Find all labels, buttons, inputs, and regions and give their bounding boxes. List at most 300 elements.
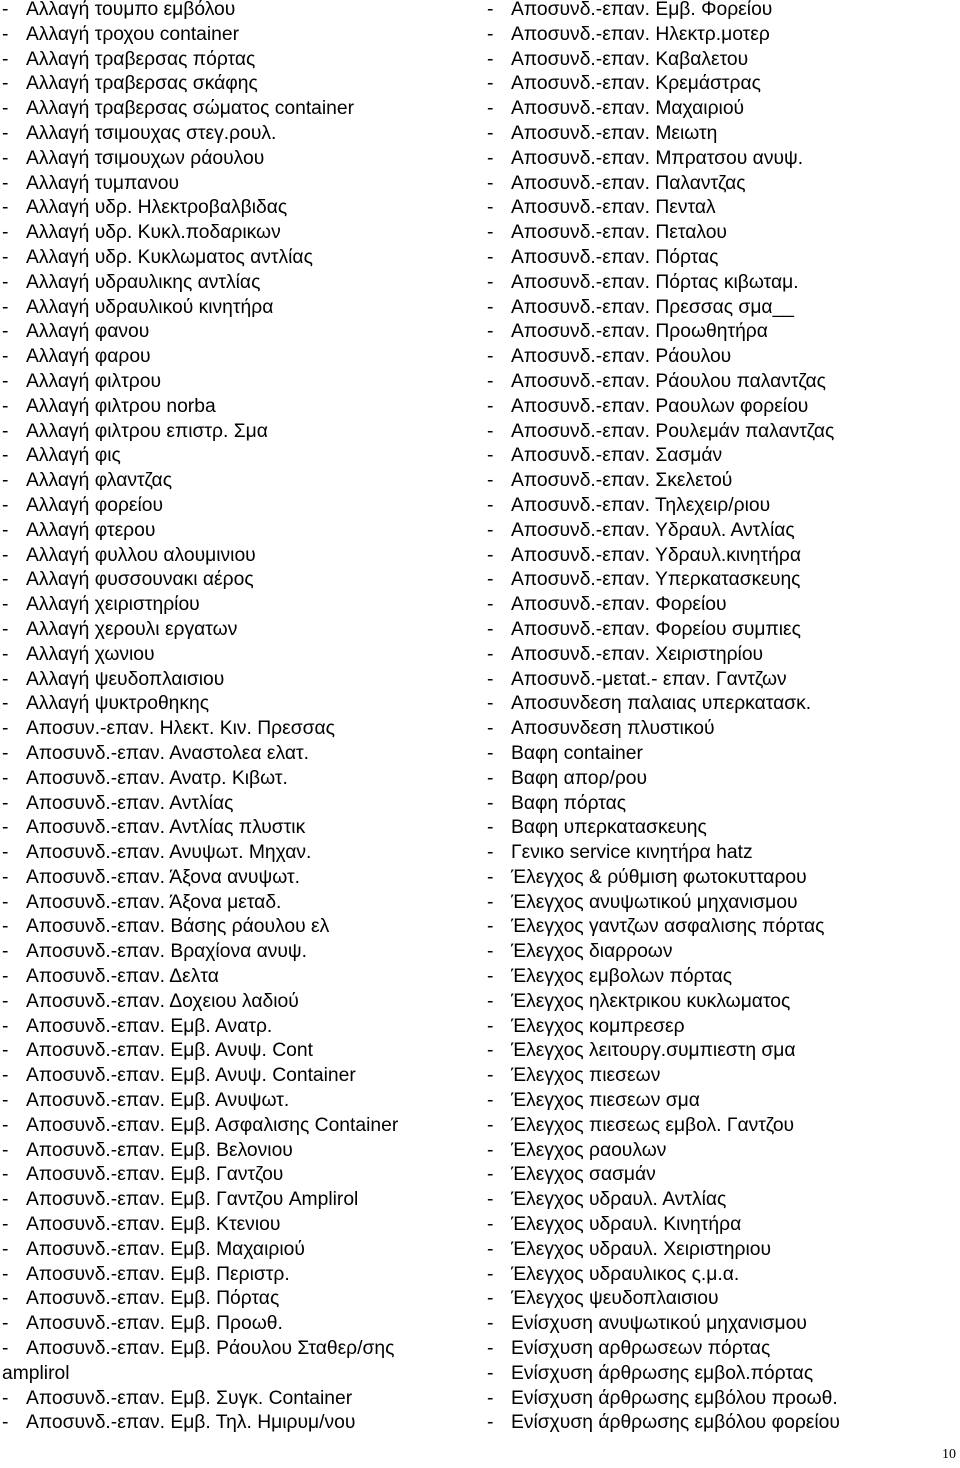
list-item-label: Αλλαγή υδραυλικού κινητήρα (26, 296, 274, 318)
list-item-label: Αλλαγή τσιμουχων ράουλου (26, 147, 265, 169)
list-item (487, 792, 957, 817)
list-item-label: Αποσυνδ.-επαν. Υδραυλ.κινητήρα (511, 544, 801, 566)
list-item-label: Αποσυν.-επαν. Ηλεκτ. Κιν. Πρεσσας (26, 718, 335, 740)
list-dash: - (2, 1164, 9, 1186)
list-item (487, 1139, 957, 1164)
list-item-label: Αποσυνδ.-επαν. Προωθητήρα (511, 321, 768, 343)
list-item (487, 147, 957, 172)
list-item (487, 296, 957, 321)
list-item-label: Αποσυνδ.-επαν. Ρουλεμάν παλαντζας (511, 420, 835, 442)
list-item-label: Έλεγχος & ρύθμιση φωτοκυτταρου (511, 866, 807, 888)
list-item-label: Ενίσχυση αρθρωσεων πόρτας (511, 1338, 771, 1360)
list-item-label: Αλλαγή υδρ. Ηλεκτροβαλβιδας (26, 197, 288, 219)
list-dash: - (2, 618, 9, 640)
list-item-label: Αποσυνδ.-επαν. Υδραυλ. Αντλίας (511, 519, 795, 541)
list-item-label: Έλεγχος πιεσεων (511, 1065, 661, 1087)
list-dash: - (487, 817, 494, 839)
list-item-label: Αλλαγή φλαντζας (26, 470, 172, 492)
list-dash: - (2, 767, 9, 789)
list-dash: - (487, 1139, 494, 1161)
list-item (487, 97, 957, 122)
list-dash: - (2, 1139, 9, 1161)
list-dash: - (487, 48, 494, 70)
list-item-label: Αλλαγή τραβερσας πόρτας (26, 48, 256, 70)
list-item (487, 370, 957, 395)
list-dash: - (2, 445, 9, 467)
list-item (2, 990, 480, 1015)
list-dash: - (487, 916, 494, 938)
list-item (2, 1139, 480, 1164)
list-item-label: Ενίσχυση άρθρωσης εμβόλου φορείου (511, 1412, 840, 1434)
list-item (2, 172, 480, 197)
list-item (487, 841, 957, 866)
list-dash: - (487, 1313, 494, 1335)
list-item-label: Αποσυνδ.-επαν. Ράουλου (511, 346, 732, 368)
list-dash: - (487, 122, 494, 144)
list-item-label: Αλλαγή τραβερσας σώματος container (26, 98, 355, 120)
list-dash: - (487, 643, 494, 665)
list-item-label: Αποσυνδ.-επαν. Άξονα ανυψωτ. (26, 866, 300, 888)
list-item-label: Έλεγχος διαρροων (511, 941, 673, 963)
list-item-label: Αποσυνδ.-επαν. Ανυψωτ. Μηχαν. (26, 842, 312, 864)
list-dash: - (2, 420, 9, 442)
list-dash: - (487, 321, 494, 343)
list-item (2, 494, 480, 519)
list-item (487, 940, 957, 965)
list-item (2, 643, 480, 668)
list-item-label: Έλεγχος υδραυλικος ς.μ.α. (511, 1263, 740, 1285)
list-item (487, 1114, 957, 1139)
list-item (487, 816, 957, 841)
list-item (487, 1064, 957, 1089)
list-dash: - (2, 1387, 9, 1409)
list-item (487, 1337, 957, 1362)
list-item (487, 643, 957, 668)
page-number: 10 (942, 1447, 956, 1462)
list-dash: - (487, 1338, 494, 1360)
list-item-label: Αλλαγή τροχου container (26, 23, 240, 45)
list-item (2, 48, 480, 73)
list-item (487, 23, 957, 48)
list-item (2, 370, 480, 395)
list-item-label: Αποσυνδ.-επαν. Πεταλου (511, 222, 727, 244)
list-dash: - (2, 817, 9, 839)
list-item (2, 668, 480, 693)
list-item-label: Αλλαγή τουμπο εμβόλου (26, 0, 236, 20)
list-item (2, 915, 480, 940)
list-item (2, 940, 480, 965)
list-dash: - (487, 1040, 494, 1062)
list-item-label: Αποσυνδ.-επαν. Βάσης ράουλου ελ (26, 916, 330, 938)
list-dash: - (487, 544, 494, 566)
list-dash: - (487, 668, 494, 690)
list-dash: - (2, 494, 9, 516)
list-item-label: Αποσυνδ.-επαν. Ραουλων φορείου (511, 395, 809, 417)
list-dash: - (487, 767, 494, 789)
list-item-label: Αποσυνδ.-επαν. Μαχαιριού (511, 98, 745, 120)
list-item (2, 767, 480, 792)
list-item-label: Αλλαγή ψυκτροθηκης (26, 693, 210, 715)
list-item-label: Αποσυνδ.-επαν. Εμβ. Φορείου (511, 0, 773, 20)
list-item-label: Έλεγχος κομπρεσερ (511, 1015, 685, 1037)
list-dash: - (487, 990, 494, 1012)
list-item-label: Αλλαγή υδρ. Κυκλωματος αντλίας (26, 246, 313, 268)
list-item (2, 866, 480, 891)
list-item-label: Έλεγχος σασμάν (511, 1164, 656, 1186)
list-dash: - (487, 73, 494, 95)
list-dash: - (487, 1238, 494, 1260)
list-item (487, 420, 957, 445)
list-item-label: Αποσυνδ.-επαν. Πενταλ (511, 197, 716, 219)
list-dash: - (2, 519, 9, 541)
list-item (487, 1287, 957, 1312)
list-dash: - (487, 792, 494, 814)
list-item-label: Αλλαγή φιλτρου norba (26, 395, 216, 417)
list-item-label: Αποσυνδ.-επαν. Ηλεκτρ.μοτερ (511, 23, 770, 45)
list-dash: - (2, 172, 9, 194)
list-item-label: Έλεγχος πιεσεων σμα (511, 1090, 700, 1112)
list-dash: - (2, 271, 9, 293)
list-item (487, 122, 957, 147)
list-item-label: Αποσυνδ.-επαν. Τηλεχειρ/ριου (511, 494, 771, 516)
list-item-label: Αποσυνδ.-επαν. Εμβ. Συγκ. Container (26, 1387, 353, 1409)
list-item (2, 519, 480, 544)
list-dash: - (487, 866, 494, 888)
list-dash: - (2, 23, 9, 45)
list-dash: - (487, 395, 494, 417)
list-item (2, 1337, 462, 1387)
list-item-label: Αλλαγή τραβερσας σκάφης (26, 73, 258, 95)
list-item-label: Αποσυνδ.-μεταt.- επαν. Γαντζων (511, 668, 787, 690)
list-item (2, 147, 480, 172)
list-item-label: Αποσυνδ.-επαν. Αντλίας (26, 792, 234, 814)
list-dash: - (487, 569, 494, 591)
list-dash: - (487, 470, 494, 492)
list-item-label: Αλλαγή χερουλι εργατων (26, 618, 238, 640)
list-item (2, 891, 480, 916)
list-dash: - (2, 916, 9, 938)
list-dash: - (487, 0, 494, 20)
list-item-label: Αποσυνδ.-επαν. Εμβ. Πόρτας (26, 1288, 280, 1310)
list-dash: - (487, 346, 494, 368)
list-item-label: Αποσυνδ.-επαν. Ανατρ. Κιβωτ. (26, 767, 288, 789)
list-item-label: Αλλαγή φτερου (26, 519, 156, 541)
list-item (487, 990, 957, 1015)
list-item-label: Αποσυνδ.-επαν. Αντλίας πλυστικ (26, 817, 306, 839)
list-item-label: Ενίσχυση άρθρωσης εμβολ.πόρτας (511, 1362, 814, 1384)
list-item (487, 1089, 957, 1114)
list-dash: - (2, 594, 9, 616)
list-dash: - (2, 1065, 9, 1087)
list-item (2, 1114, 480, 1139)
list-item (487, 1411, 957, 1436)
list-item-label: Αλλαγή φυλλου αλουμινιου (26, 544, 256, 566)
list-item (487, 1238, 957, 1263)
list-item-label: Αποσυνδ.-επαν. Εμβ. Ανυψωτ. (26, 1090, 290, 1112)
list-item (487, 345, 957, 370)
list-dash: - (2, 0, 9, 20)
list-item (2, 1089, 480, 1114)
list-item-label: Αποσυνδ.-επαν. Καβαλετου (511, 48, 749, 70)
list-item (2, 345, 480, 370)
list-dash: - (487, 1090, 494, 1112)
list-item-label: Αποσυνδ.-επαν. Εμβ. Ασφαλισης Container (26, 1114, 399, 1136)
list-item (2, 122, 480, 147)
list-item (2, 23, 480, 48)
list-item-label: Βαφη απορ/ρου (511, 767, 648, 789)
list-item-label: Αλλαγή ψευδοπλαισιου (26, 668, 225, 690)
list-item (487, 0, 957, 23)
list-item (487, 1039, 957, 1064)
list-dash: - (487, 1412, 494, 1434)
list-item (487, 767, 957, 792)
list-item (2, 320, 480, 345)
list-item-label: Έλεγχος υδραυλ. Κινητήρα (511, 1214, 742, 1236)
list-item (2, 395, 480, 420)
list-dash: - (2, 866, 9, 888)
list-item-label: Αλλαγή φανου (26, 321, 150, 343)
list-item-label: Αλλαγή τσιμουχας στεγ.ρουλ. (26, 122, 277, 144)
list-dash: - (487, 246, 494, 268)
list-item (487, 692, 957, 717)
list-dash: - (487, 618, 494, 640)
list-dash: - (2, 122, 9, 144)
list-dash: - (487, 98, 494, 120)
list-dash: - (487, 1189, 494, 1211)
list-item (2, 618, 480, 643)
list-item-label: Έλεγχος υδραυλ. Χειριστηριου (511, 1238, 772, 1260)
list-item (487, 172, 957, 197)
list-item-label: Αλλαγή χωνιου (26, 643, 155, 665)
list-dash: - (487, 1114, 494, 1136)
list-item (487, 196, 957, 221)
list-item (487, 915, 957, 940)
list-dash: - (487, 1263, 494, 1285)
list-item-label: Ενίσχυση άρθρωσης εμβόλου προωθ. (511, 1387, 838, 1409)
list-dash: - (2, 792, 9, 814)
list-dash: - (2, 668, 9, 690)
list-item (2, 1188, 480, 1213)
list-dash: - (2, 643, 9, 665)
list-item (2, 792, 480, 817)
list-item (487, 221, 957, 246)
list-item-label: Αποσυνδ.-επαν. Εμβ. Ανυψ. Container (26, 1065, 356, 1087)
list-item (2, 965, 480, 990)
list-item (2, 420, 480, 445)
list-item-label: Γενικο service κινητήρα hatz (511, 842, 753, 864)
list-dash: - (2, 98, 9, 120)
list-item-label: Αποσυνδ.-επαν. Φορείου (511, 594, 727, 616)
list-item-label: Αποσυνδ.-επαν. Παλαντζας (511, 172, 746, 194)
list-item-label: Αλλαγή φορείου (26, 494, 164, 516)
list-item-label: Αλλαγή φιλτρου (26, 370, 161, 392)
list-item (2, 568, 480, 593)
list-item (487, 891, 957, 916)
list-dash: - (2, 1214, 9, 1236)
list-item-label: Αποσυνδ.-επαν. Εμβ. Γαντζου Amplirol (26, 1189, 359, 1211)
list-item (2, 742, 480, 767)
list-item (487, 544, 957, 569)
list-item (2, 841, 480, 866)
list-item-label: Αποσυνδ.-επαν. Πόρτας (511, 246, 719, 268)
list-dash: - (2, 246, 9, 268)
list-dash: - (487, 891, 494, 913)
list-dash: - (487, 494, 494, 516)
list-item-label: Έλεγχος λειτουργ.συμπιεστη σμα (511, 1040, 796, 1062)
list-dash: - (487, 1214, 494, 1236)
list-item (487, 320, 957, 345)
list-dash: - (2, 48, 9, 70)
list-dash: - (2, 966, 9, 988)
list-dash: - (2, 1238, 9, 1260)
list-item (2, 97, 480, 122)
list-item-label: Αλλαγή τυμπανου (26, 172, 180, 194)
list-item (487, 246, 957, 271)
list-item-label: Έλεγχος ηλεκτρικου κυκλωματος (511, 990, 791, 1012)
list-item-label: Αποσυνδ.-επαν. Μειωτη (511, 122, 718, 144)
list-dash: - (487, 693, 494, 715)
list-item-label: Έλεγχος υδραυλ. Αντλίας (511, 1189, 727, 1211)
list-item-label: Αποσυνδ.-επαν. Κρεμάστρας (511, 73, 761, 95)
list-item (2, 0, 480, 23)
list-item (2, 1387, 480, 1412)
list-dash: - (2, 197, 9, 219)
list-item (2, 246, 480, 271)
list-item (2, 717, 480, 742)
list-item (2, 1213, 480, 1238)
list-item (2, 444, 480, 469)
list-dash: - (2, 73, 9, 95)
list-item-label: Βαφη υπερκατασκευης (511, 817, 707, 839)
list-dash: - (2, 1114, 9, 1136)
list-dash: - (2, 891, 9, 913)
list-dash: - (487, 594, 494, 616)
list-dash: - (2, 990, 9, 1012)
list-item (2, 221, 480, 246)
list-dash: - (487, 966, 494, 988)
list-dash: - (487, 147, 494, 169)
list-item (487, 72, 957, 97)
list-item-label: Αποσυνδ.-επαν. Εμβ. Ράουλου Σταθερ/σης amplirol (2, 1338, 395, 1384)
list-item-label: Αποσυνδ.-επαν. Εμβ. Ανυψ. Cont (26, 1040, 313, 1062)
list-dash: - (2, 222, 9, 244)
list-item (487, 1362, 957, 1387)
list-dash: - (487, 718, 494, 740)
list-item-label: Αποσυνδ.-επαν. Πόρτας κιβωταμ. (511, 271, 799, 293)
list-item (2, 196, 480, 221)
list-item-label: Έλεγχος ψευδοπλαισιου (511, 1288, 719, 1310)
list-item-label: Αποσυνδ.-επαν. Εμβ. Μαχαιριού (26, 1238, 305, 1260)
list-item (487, 395, 957, 420)
list-item-label: Αποσυνδ.-επαν. Υπερκατασκευης (511, 569, 801, 591)
list-item (487, 1312, 957, 1337)
list-item (2, 593, 480, 618)
list-item (487, 271, 957, 296)
list-dash: - (487, 519, 494, 541)
list-dash: - (487, 842, 494, 864)
list-item (2, 72, 480, 97)
list-item (487, 593, 957, 618)
list-dash: - (2, 1189, 9, 1211)
list-dash: - (487, 172, 494, 194)
list-item (487, 668, 957, 693)
left-column-list (2, 0, 480, 1436)
list-item (487, 866, 957, 891)
list-item-label: Αποσυνδ.-επαν. Εμβ. Τηλ. Ημιρυμ/νου (26, 1412, 356, 1434)
list-item (2, 271, 480, 296)
list-dash: - (487, 420, 494, 442)
list-item-label: Αλλαγή φυσσουνακι αέρος (26, 569, 254, 591)
list-item-label: Ενίσχυση ανυψωτικού μηχανισμου (511, 1313, 807, 1335)
list-item (2, 1015, 480, 1040)
list-item-label: Έλεγχος πιεσεως εμβολ. Γαντζου (511, 1114, 795, 1136)
list-item-label: Έλεγχος γαντζων ασφαλισης πόρτας (511, 916, 825, 938)
list-item-label: Αποσυνδ.-επαν. Εμβ. Γαντζου (26, 1164, 284, 1186)
list-item (2, 1064, 480, 1089)
list-dash: - (487, 1065, 494, 1087)
list-dash: - (2, 370, 9, 392)
list-dash: - (487, 1164, 494, 1186)
list-item-label: Αποσυνδ.-επαν. Ράουλου παλαντζας (511, 370, 826, 392)
list-item-label: Έλεγχος ραουλων (511, 1139, 667, 1161)
list-item (487, 1188, 957, 1213)
list-item-label: Αποσυνδ.-επαν. Εμβ. Κτενιου (26, 1214, 281, 1236)
list-dash: - (2, 321, 9, 343)
list-dash: - (2, 1412, 9, 1434)
list-dash: - (2, 842, 9, 864)
list-dash: - (2, 1338, 9, 1360)
list-item (487, 1163, 957, 1188)
list-item-label: Αλλαγή υδρ. Κυκλ.ποδαρικων (26, 222, 281, 244)
list-item (2, 1238, 480, 1263)
list-item-label: Αλλαγή χειριστηρίου (26, 594, 200, 616)
list-dash: - (2, 1288, 9, 1310)
list-item (2, 469, 480, 494)
list-item (487, 965, 957, 990)
list-item-label: Αποσυνδ.-επαν. Δοχειου λαδιού (26, 990, 299, 1012)
list-item (487, 1263, 957, 1288)
list-dash: - (2, 1015, 9, 1037)
list-item (487, 519, 957, 544)
list-item-label: Αποσυνδ.-επαν. Πρεσσας σμα__ (511, 296, 795, 318)
list-item-label: Αλλαγή φιλτρου επιστρ. Σμα (26, 420, 268, 442)
list-dash: - (2, 941, 9, 963)
list-item (2, 692, 480, 717)
list-item-label: Αλλαγή υδραυλικης αντλίας (26, 271, 261, 293)
list-item-label: Αποσυνδ.-επαν. Βραχίονα ανυψ. (26, 941, 308, 963)
list-item (487, 618, 957, 643)
list-item (487, 717, 957, 742)
list-item-label: Αποσυνδεση πλυστικού (511, 718, 715, 740)
list-item-label: Αποσυνδ.-επαν. Σασμάν (511, 445, 723, 467)
list-item (487, 48, 957, 73)
list-item-label: Βαφη πόρτας (511, 792, 627, 814)
list-dash: - (2, 718, 9, 740)
list-dash: - (487, 1015, 494, 1037)
list-item (2, 1039, 480, 1064)
list-item-label: Αποσυνδ.-επαν. Εμβ. Βελονιου (26, 1139, 293, 1161)
list-item-label: Αλλαγή φαρου (26, 346, 151, 368)
list-item (487, 444, 957, 469)
list-item (487, 742, 957, 767)
list-item (2, 1163, 480, 1188)
list-item-label: Αποσυνδ.-επαν. Αναστολεα ελατ. (26, 742, 309, 764)
list-dash: - (2, 1263, 9, 1285)
list-item (487, 1213, 957, 1238)
list-dash: - (2, 1090, 9, 1112)
list-item-label: Αλλαγή φις (26, 445, 121, 467)
right-column-list (487, 0, 957, 1436)
